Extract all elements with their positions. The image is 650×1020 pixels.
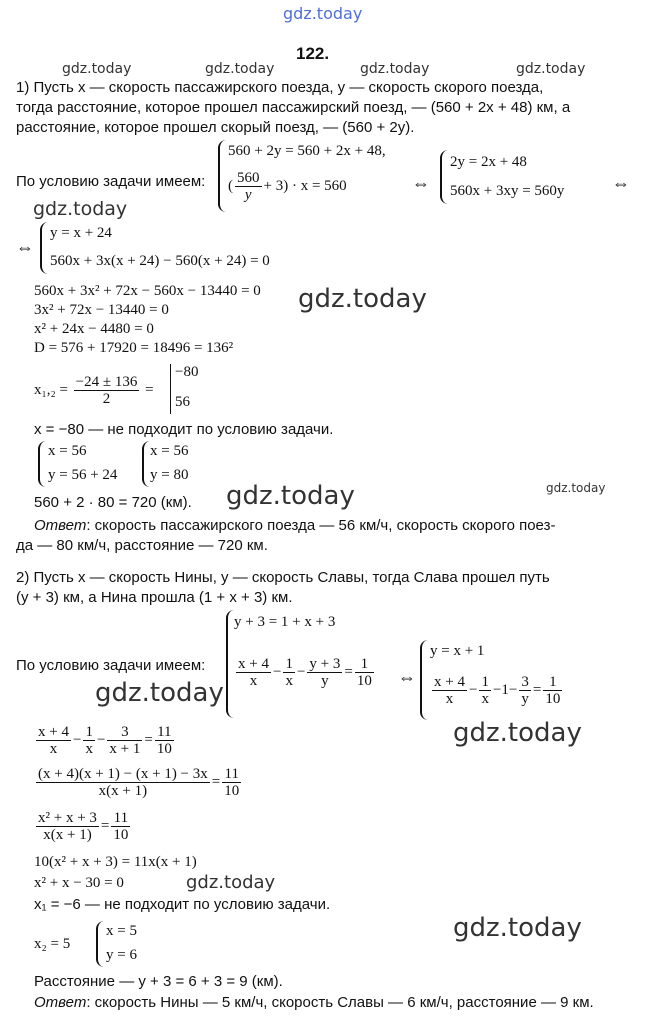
equivalence-symbol: ⇔ [16, 237, 34, 257]
quadratic: x² + x − 30 = 0 [34, 875, 124, 891]
system-brace [218, 140, 228, 212]
sys5-eq2: y = 80 [150, 467, 189, 483]
sys5-eq1: x = 56 [150, 443, 189, 459]
root-2: x₂ = 5 [34, 936, 71, 952]
root-a: −80 [175, 364, 199, 380]
roots-bar [170, 364, 171, 414]
watermark: gdz.today [186, 872, 276, 893]
system-brace [440, 150, 450, 204]
equivalence-symbol: ⇔ [612, 173, 630, 193]
system-brace [96, 921, 106, 967]
equivalence-symbol: ⇔ [412, 173, 430, 193]
watermark: gdz.today [95, 678, 224, 708]
roots-formula: x₁,₂ = $\frac{-24 \pm 136}{2}$ = [34, 374, 154, 407]
sys3-eq2: 560x + 3x(x + 24) − 560(x + 24) = 0 [50, 253, 270, 269]
watermark-top: gdz.today [283, 4, 363, 23]
step-3: x² + 24x − 4480 = 0 [34, 321, 154, 337]
part1-intro-line1: 1) Пусть x — скорость пассажирского поезда, y — скорость скорого поезда, [16, 79, 544, 96]
sys2-eq1: 2y = 2x + 48 [450, 154, 527, 170]
watermark: gdz.today [298, 284, 427, 314]
problem-number: 122. [296, 44, 330, 63]
step-2: 3x² + 72x − 13440 = 0 [34, 302, 169, 318]
step-1: 560x + 3x² + 72x − 560x − 13440 = 0 [34, 283, 261, 299]
root-b: 56 [175, 394, 190, 410]
part2-condition-label: По условию задачи имеем: [16, 657, 206, 674]
system-brace [420, 640, 430, 720]
answer-line1: Ответ: скорость пассажирского поезда — 56 км/ч, скорость скорого поез- [34, 517, 556, 534]
part2-intro-line2: (y + 3) км, а Нина прошла (1 + x + 3) км. [16, 589, 293, 606]
fraction-eq-2: $\frac{(x + 4)(x + 1) - (x + 1) - 3x}{x(x + 1)}$ = $\frac{11}{10}$ [38, 766, 240, 799]
sys4-eq2: y = 56 + 24 [48, 467, 118, 483]
root-1: x₁ = −6 — не подходит по условию задачи. [34, 896, 331, 913]
watermark: gdz.today [33, 198, 128, 220]
fraction-eq-3: $\frac{\text{x² + x + 3}}{x(x + 1)}$ = $\frac{11}{10}$ [38, 810, 129, 843]
watermark: gdz.today [516, 61, 586, 77]
sys2-eq2: 560x + 3xy = 560y [450, 183, 565, 199]
sys1-eq2: ( $\frac{560}{y}$ + 3) · x = 560 [228, 170, 347, 203]
sysC-eq2: y = 6 [106, 947, 137, 963]
watermark: gdz.today [205, 61, 275, 77]
watermark: gdz.today [546, 481, 606, 495]
watermark: gdz.today [226, 481, 355, 511]
distance-calc: 560 + 2 · 80 = 720 (км). [34, 494, 192, 511]
reject-root: x = −80 — не подходит по условию задачи. [34, 421, 334, 438]
part2-distance: Расстояние — y + 3 = 6 + 3 = 9 (км). [34, 973, 283, 990]
sysA-eq1: y + 3 = 1 + x + 3 [234, 614, 336, 630]
sysB-eq2: $\frac{x + 4}{x}$ − $\frac{1}{x}$ −1− $\frac{3}{y}$ = $\frac{1}{10}$ [434, 674, 561, 707]
sys1-eq1: 560 + 2y = 560 + 2x + 48, [228, 143, 386, 159]
watermark: gdz.today [360, 61, 430, 77]
sys4-eq1: x = 56 [48, 443, 87, 459]
sysA-eq2: $\frac{x + 4}{x}$ − $\frac{1}{x}$ − $\frac{y + 3}{y}$ = $\frac{1}{10}$ [238, 656, 372, 689]
step-4: D = 576 + 17920 = 18496 = 136² [34, 340, 234, 356]
fraction-eq-1: $\frac{x + 4}{x}$ − $\frac{1}{x}$ − $\frac{3}{x + 1}$ = $\frac{11}{10}$ [38, 724, 172, 757]
eq-expand: 10(x² + x + 3) = 11x(x + 1) [34, 854, 197, 870]
part2-answer: Ответ: скорость Нины — 5 км/ч, скорость Славы — 6 км/ч, расстояние — 9 км. [34, 994, 594, 1011]
watermark: gdz.today [453, 718, 582, 748]
part2-intro-line1: 2) Пусть x — скорость Нины, y — скорость Славы, тогда Слава прошел путь [16, 569, 550, 586]
sysB-eq1: y = x + 1 [430, 643, 485, 659]
system-brace [38, 441, 48, 487]
watermark: gdz.today [453, 913, 582, 943]
sysC-eq1: x = 5 [106, 923, 137, 939]
part1-condition-label: По условию задачи имеем: [16, 173, 206, 190]
part1-intro-line3: расстояние, которое прошел скорый поезд, — (560 + 2y). [16, 119, 415, 136]
sys3-eq1: y = x + 24 [50, 225, 112, 241]
watermark: gdz.today [62, 61, 132, 77]
equivalence-symbol: ⇔ [398, 667, 416, 687]
part1-intro-line2: тогда расстояние, которое прошел пассажирский поезд, — (560 + 2x + 48) км, а [16, 99, 571, 116]
system-brace [40, 222, 50, 274]
answer-line2: да — 80 км/ч, расстояние — 720 км. [16, 537, 268, 554]
